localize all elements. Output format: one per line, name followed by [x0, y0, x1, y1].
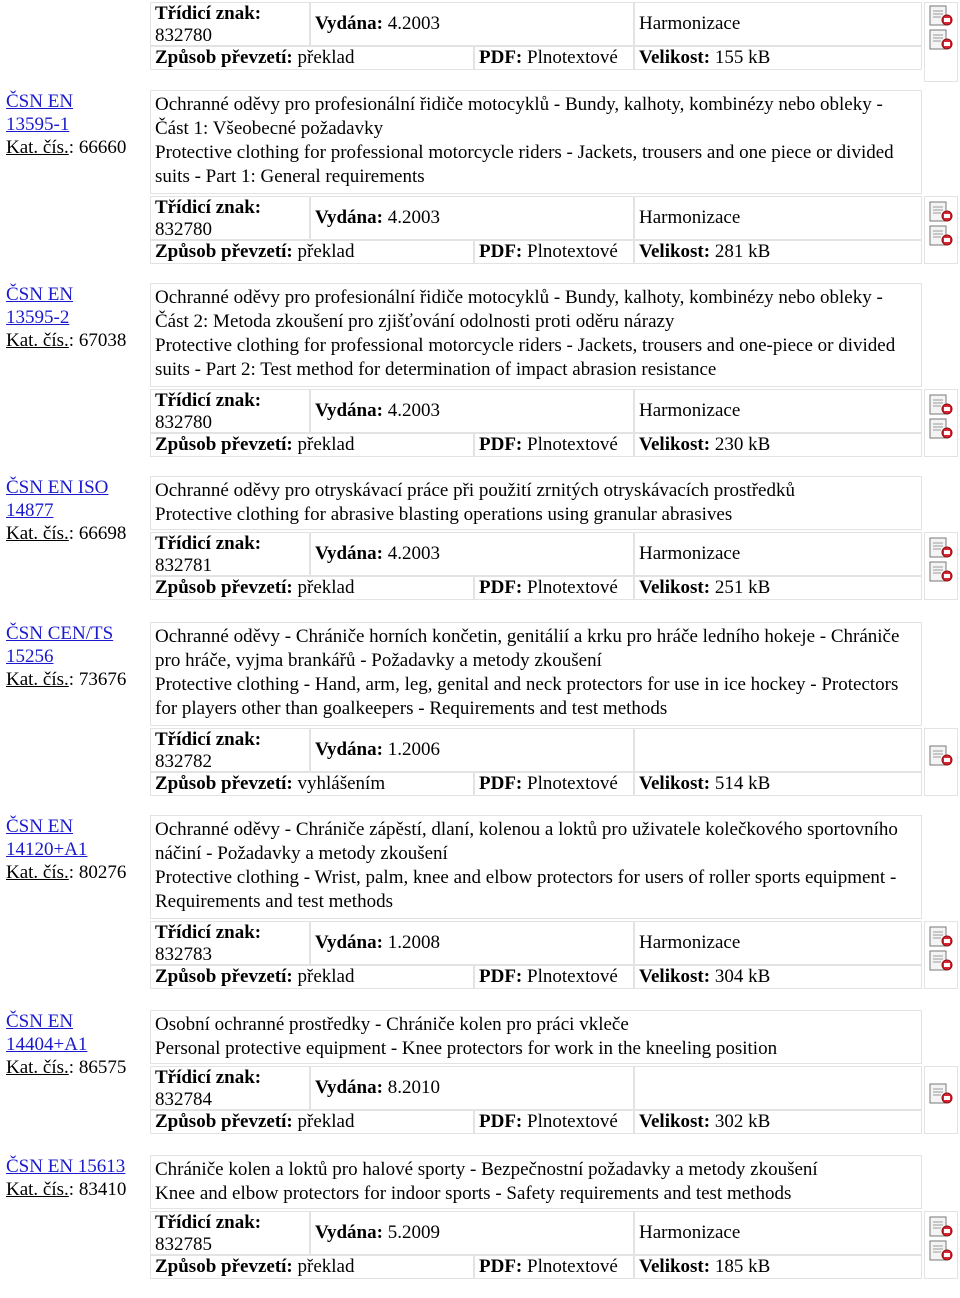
title-czech: Ochranné oděvy - Chrániče horních končetin, genitálií a krku pro hráče ledního hokeje - Chrániče pro hráče, vyjma brankářů - Požadavky a metody zkoušení — [155, 626, 900, 671]
icon-column — [924, 728, 958, 796]
classification-cell — [150, 1066, 310, 1110]
pdf-label: PDF: — [479, 47, 528, 68]
classification-cell — [150, 1211, 310, 1255]
classification-value: 832784 — [155, 1089, 212, 1110]
title-english: Protective clothing - Hand, arm, leg, genital and neck protectors for use in ice hockey - Protectors for players other than goalkeepers - Requirements and test methods — [155, 674, 899, 719]
catalog-number — [6, 861, 151, 884]
pdf-fulltext: Plnotextové — [527, 966, 618, 987]
issued-cell — [310, 728, 634, 772]
adoption-value: překlad — [297, 966, 355, 987]
issued-cell — [310, 921, 634, 965]
catalog-number-label: Kat. čís. — [6, 1057, 69, 1078]
classification-label: Třídicí znak: — [155, 1212, 262, 1233]
metadata-table — [150, 1066, 922, 1132]
standard-identifier — [6, 1010, 151, 1079]
pdf-cell — [474, 965, 634, 989]
standard-description — [150, 283, 922, 387]
catalog-number-value: : 86575 — [68, 1057, 127, 1078]
metadata-table — [150, 1211, 922, 1277]
size-value: 302 kB — [714, 1111, 771, 1132]
classification-label: Třídicí znak: — [155, 533, 262, 554]
size-value: 230 kB — [714, 434, 771, 455]
classification-cell — [150, 196, 310, 240]
size-cell — [634, 965, 922, 989]
pdf-cell — [474, 1110, 634, 1134]
classification-cell — [150, 728, 310, 772]
size-value: 514 kB — [714, 773, 771, 794]
metadata-table — [150, 921, 922, 987]
issued-value: 1.2006 — [387, 739, 440, 760]
adoption-cell — [150, 576, 474, 600]
title-english: Protective clothing for professional motorcycle riders - Jackets, trousers and one-piece or divided suits - Part 2: Test method for determination of impact abrasion resistance — [155, 335, 896, 380]
pdf-document-icon[interactable] — [929, 29, 953, 51]
classification-value: 832781 — [155, 555, 212, 576]
standard-code-link[interactable] — [6, 1010, 151, 1056]
title-english: Knee and elbow protectors for indoor sports - Safety requirements and test methods — [155, 1183, 792, 1204]
issued-value: 4.2003 — [387, 13, 440, 34]
pdf-fulltext: Plnotextové — [527, 241, 618, 262]
size-value: 281 kB — [714, 241, 771, 262]
pdf-document-icon[interactable] — [929, 418, 953, 440]
pdf-document-icon[interactable] — [929, 5, 953, 27]
classification-value: 832785 — [155, 1234, 212, 1255]
pdf-fulltext: Plnotextové — [527, 47, 618, 68]
issued-cell — [310, 1211, 634, 1255]
catalog-number-value: : 83410 — [68, 1179, 127, 1200]
standard-code-line[interactable]: ČSN EN — [6, 284, 74, 305]
pdf-fulltext: Plnotextové — [527, 577, 618, 598]
title-english: Personal protective equipment - Knee protectors for work in the kneeling position — [155, 1038, 778, 1059]
size-label: Velikost: — [639, 773, 715, 794]
catalog-number — [6, 1178, 151, 1201]
pdf-document-icon[interactable] — [929, 926, 953, 948]
harmonization-cell — [634, 1211, 922, 1255]
adoption-value: překlad — [297, 577, 355, 598]
standard-code-link[interactable] — [6, 815, 151, 861]
issued-value: 4.2003 — [387, 543, 440, 564]
issued-cell — [310, 196, 634, 240]
pdf-document-icon[interactable] — [929, 745, 953, 767]
pdf-document-icon[interactable] — [929, 394, 953, 416]
pdf-document-icon[interactable] — [929, 561, 953, 583]
pdf-label: PDF: — [479, 966, 528, 987]
catalog-number-label: Kat. čís. — [6, 137, 69, 158]
classification-label: Třídicí znak: — [155, 1067, 262, 1088]
harmonization-flag: Harmonizace — [639, 207, 741, 228]
standard-code-line[interactable]: 14120+A1 — [6, 839, 88, 860]
size-label: Velikost: — [639, 47, 715, 68]
catalog-number-value: : 80276 — [68, 862, 127, 883]
pdf-fulltext: Plnotextové — [527, 773, 618, 794]
classification-cell — [150, 389, 310, 433]
adoption-cell — [150, 240, 474, 264]
size-value: 251 kB — [714, 577, 771, 598]
standard-code-link[interactable] — [6, 622, 151, 668]
metadata-table — [150, 389, 922, 455]
size-label: Velikost: — [639, 434, 715, 455]
standard-identifier — [6, 1155, 151, 1201]
catalog-number-value: : 66660 — [68, 137, 127, 158]
harmonization-flag: Harmonizace — [639, 13, 741, 34]
adoption-cell — [150, 965, 474, 989]
adoption-value: překlad — [297, 1256, 355, 1277]
standard-identifier — [6, 283, 151, 352]
issued-value: 8.2010 — [387, 1077, 440, 1098]
pdf-label: PDF: — [479, 1256, 528, 1277]
adoption-cell — [150, 433, 474, 457]
icon-column — [924, 921, 958, 989]
classification-label: Třídicí znak: — [155, 729, 262, 750]
adoption-value: překlad — [297, 241, 355, 262]
title-english: Protective clothing for abrasive blasting operations using granular abrasives — [155, 504, 733, 525]
icon-column — [924, 1211, 958, 1279]
adoption-label: Způsob převzetí: — [155, 773, 298, 794]
size-cell — [634, 576, 922, 600]
harmonization-flag: Harmonizace — [639, 1222, 741, 1243]
title-czech: Osobní ochranné prostředky - Chrániče kolen pro práci vkleče — [155, 1014, 629, 1035]
size-value: 185 kB — [714, 1256, 771, 1277]
standard-description — [150, 1010, 922, 1064]
pdf-cell — [474, 576, 634, 600]
issued-label: Vydána: — [315, 1077, 388, 1098]
standard-code-line[interactable]: 14404+A1 — [6, 1034, 88, 1055]
harmonization-flag: Harmonizace — [639, 932, 741, 953]
size-cell — [634, 433, 922, 457]
issued-cell — [310, 389, 634, 433]
issued-label: Vydána: — [315, 207, 388, 228]
pdf-cell — [474, 46, 634, 70]
size-label: Velikost: — [639, 577, 715, 598]
size-value: 304 kB — [714, 966, 771, 987]
pdf-cell — [474, 1255, 634, 1279]
issued-label: Vydána: — [315, 932, 388, 953]
title-english: Protective clothing for professional motorcycle riders - Jackets, trousers and one piece or divided suits - Part 1: General requirements — [155, 142, 894, 187]
icon-column — [924, 1066, 958, 1134]
catalog-number — [6, 522, 151, 545]
catalog-number-label: Kat. čís. — [6, 1179, 69, 1200]
adoption-value: překlad — [297, 1111, 355, 1132]
pdf-document-icon[interactable] — [929, 225, 953, 247]
pdf-document-icon[interactable] — [929, 1083, 953, 1105]
standard-description — [150, 622, 922, 726]
title-english: Protective clothing - Wrist, palm, knee and elbow protectors for users of roller sports equipment - Requirements and test methods — [155, 867, 897, 912]
adoption-label: Způsob převzetí: — [155, 1256, 298, 1277]
pdf-fulltext: Plnotextové — [527, 1111, 618, 1132]
standard-code-link[interactable] — [6, 476, 151, 522]
adoption-cell — [150, 1110, 474, 1134]
classification-value: 832782 — [155, 751, 212, 772]
standard-code-line[interactable]: 13595-1 — [6, 114, 70, 135]
classification-label: Třídicí znak: — [155, 390, 262, 411]
catalog-number — [6, 136, 151, 159]
title-czech: Chrániče kolen a loktů pro halové sporty - Bezpečnostní požadavky a metody zkoušení — [155, 1159, 818, 1180]
harmonization-cell — [634, 728, 922, 772]
standard-identifier — [6, 90, 151, 159]
pdf-label: PDF: — [479, 1111, 528, 1132]
issued-label: Vydána: — [315, 739, 388, 760]
classification-value: 832780 — [155, 219, 212, 240]
standard-code-line[interactable]: 14877 — [6, 500, 54, 521]
classification-label: Třídicí znak: — [155, 197, 262, 218]
standard-code-link[interactable] — [6, 1155, 151, 1178]
size-label: Velikost: — [639, 241, 715, 262]
adoption-label: Způsob převzetí: — [155, 241, 298, 262]
standard-code-line[interactable]: 13595-2 — [6, 307, 70, 328]
metadata-table — [150, 196, 922, 262]
standard-description — [150, 90, 922, 194]
harmonization-cell — [634, 1066, 922, 1110]
metadata-table — [150, 2, 922, 68]
pdf-label: PDF: — [479, 577, 528, 598]
issued-cell — [310, 1066, 634, 1110]
catalog-number-value: : 66698 — [68, 523, 127, 544]
classification-cell — [150, 532, 310, 576]
title-czech: Ochranné oděvy pro otryskávací práce při použití zrnitých otryskávacích prostředků — [155, 480, 795, 501]
adoption-value: překlad — [297, 47, 355, 68]
issued-cell — [310, 2, 634, 46]
classification-cell — [150, 921, 310, 965]
harmonization-flag: Harmonizace — [639, 543, 741, 564]
icon-column — [924, 196, 958, 264]
issued-label: Vydána: — [315, 13, 388, 34]
catalog-number-label: Kat. čís. — [6, 862, 69, 883]
pdf-fulltext: Plnotextové — [527, 434, 618, 455]
harmonization-cell — [634, 921, 922, 965]
adoption-label: Způsob převzetí: — [155, 434, 298, 455]
pdf-fulltext: Plnotextové — [527, 1256, 618, 1277]
issued-cell — [310, 532, 634, 576]
pdf-label: PDF: — [479, 773, 528, 794]
standard-code-link[interactable] — [6, 90, 151, 136]
standard-code-line[interactable]: ČSN EN — [6, 816, 74, 837]
adoption-cell — [150, 1255, 474, 1279]
issued-label: Vydána: — [315, 400, 388, 421]
classification-cell — [150, 2, 310, 46]
issued-label: Vydána: — [315, 1222, 388, 1243]
size-value: 155 kB — [714, 47, 771, 68]
pdf-cell — [474, 772, 634, 796]
size-cell — [634, 46, 922, 70]
size-cell — [634, 1255, 922, 1279]
catalog-number — [6, 668, 151, 691]
harmonization-cell — [634, 2, 922, 46]
standard-code-line[interactable]: ČSN CEN/TS — [6, 623, 114, 644]
catalog-number-value: : 73676 — [68, 669, 127, 690]
metadata-table — [150, 728, 922, 794]
size-cell — [634, 1110, 922, 1134]
standard-code-line[interactable]: ČSN EN ISO — [6, 477, 109, 498]
standard-description — [150, 815, 922, 919]
standard-code-line[interactable]: ČSN EN — [6, 1011, 74, 1032]
standard-identifier — [6, 622, 151, 691]
size-label: Velikost: — [639, 966, 715, 987]
catalog-number-value: : 67038 — [68, 330, 127, 351]
metadata-table — [150, 532, 922, 598]
standard-code-line[interactable]: ČSN EN — [6, 91, 74, 112]
classification-label: Třídicí znak: — [155, 3, 262, 24]
classification-value: 832780 — [155, 412, 212, 433]
icon-column — [924, 2, 958, 82]
classification-value: 832780 — [155, 25, 212, 46]
title-czech: Ochranné oděvy pro profesionální řidiče motocyklů - Bundy, kalhoty, kombinézy nebo obleky - Část 1: Všeobecné požadavky — [155, 94, 883, 139]
issued-value: 1.2008 — [387, 932, 440, 953]
adoption-label: Způsob převzetí: — [155, 577, 298, 598]
issued-value: 4.2003 — [387, 400, 440, 421]
adoption-label: Způsob převzetí: — [155, 47, 298, 68]
standard-identifier — [6, 476, 151, 545]
classification-value: 832783 — [155, 944, 212, 965]
issued-label: Vydána: — [315, 543, 388, 564]
pdf-document-icon[interactable] — [929, 1240, 953, 1262]
standard-code-line[interactable]: 15256 — [6, 646, 54, 667]
issued-value: 5.2009 — [387, 1222, 440, 1243]
issued-value: 4.2003 — [387, 207, 440, 228]
pdf-document-icon[interactable] — [929, 201, 953, 223]
catalog-number — [6, 329, 151, 352]
pdf-label: PDF: — [479, 434, 528, 455]
catalog-number-label: Kat. čís. — [6, 523, 69, 544]
pdf-cell — [474, 240, 634, 264]
adoption-value: vyhlášením — [297, 773, 386, 794]
standard-code-line[interactable]: ČSN EN 15613 — [6, 1156, 126, 1177]
catalog-number — [6, 1056, 151, 1079]
size-label: Velikost: — [639, 1111, 715, 1132]
pdf-cell — [474, 433, 634, 457]
adoption-cell — [150, 772, 474, 796]
harmonization-cell — [634, 532, 922, 576]
icon-column — [924, 389, 958, 457]
classification-label: Třídicí znak: — [155, 922, 262, 943]
standard-identifier — [6, 815, 151, 884]
adoption-value: překlad — [297, 434, 355, 455]
size-cell — [634, 772, 922, 796]
pdf-label: PDF: — [479, 241, 528, 262]
icon-column — [924, 532, 958, 600]
standard-description — [150, 476, 922, 530]
size-label: Velikost: — [639, 1256, 715, 1277]
title-czech: Ochranné oděvy pro profesionální řidiče motocyklů - Bundy, kalhoty, kombinézy nebo obleky - Část 2: Metoda zkoušení pro zjišťování odolnosti proti oděru nárazy — [155, 287, 883, 332]
harmonization-flag: Harmonizace — [639, 400, 741, 421]
harmonization-cell — [634, 196, 922, 240]
pdf-document-icon[interactable] — [929, 537, 953, 559]
title-czech: Ochranné oděvy - Chrániče zápěstí, dlaní, kolenou a loktů pro uživatele kolečkového sportovního náčiní - Požadavky a metody zkoušení — [155, 819, 898, 864]
standard-code-link[interactable] — [6, 283, 151, 329]
pdf-document-icon[interactable] — [929, 1216, 953, 1238]
size-cell — [634, 240, 922, 264]
adoption-cell — [150, 46, 474, 70]
adoption-label: Způsob převzetí: — [155, 1111, 298, 1132]
catalog-number-label: Kat. čís. — [6, 330, 69, 351]
harmonization-cell — [634, 389, 922, 433]
pdf-document-icon[interactable] — [929, 950, 953, 972]
adoption-label: Způsob převzetí: — [155, 966, 298, 987]
standard-description — [150, 1155, 922, 1209]
catalog-number-label: Kat. čís. — [6, 669, 69, 690]
